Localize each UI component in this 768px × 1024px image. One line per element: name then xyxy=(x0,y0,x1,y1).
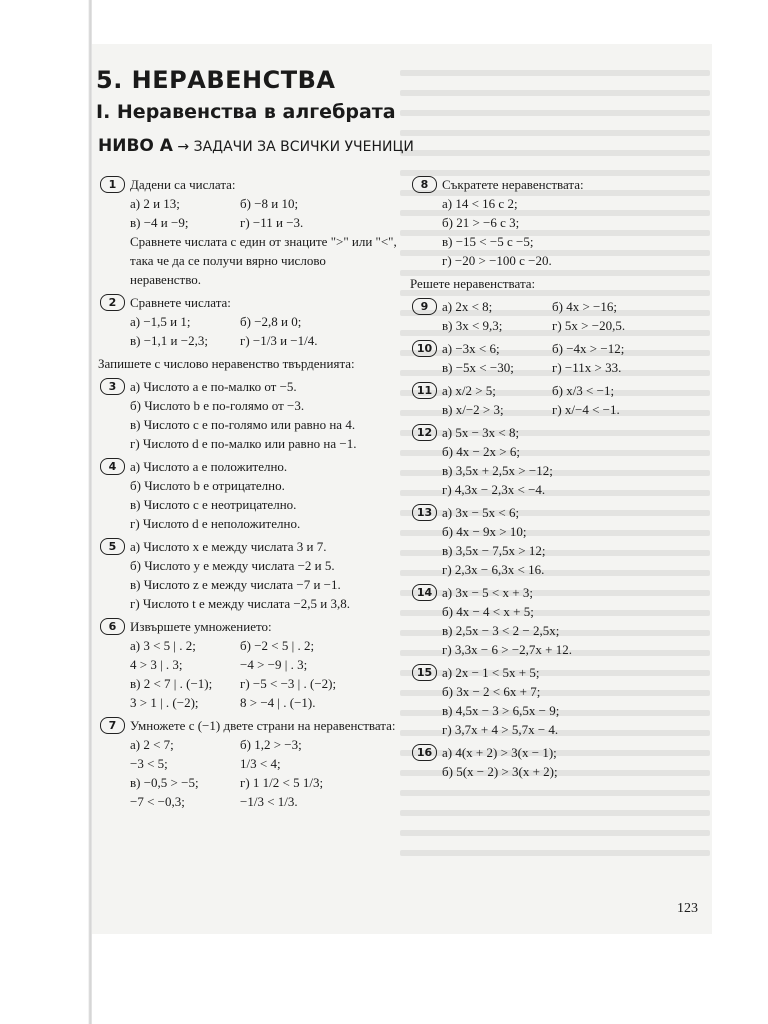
item-d: г) Числото d е неположително. xyxy=(130,516,301,531)
item-b-2: −4 > −9 | . 3; xyxy=(240,657,308,672)
item-c-2: 3 > 1 | . (−2); xyxy=(130,695,199,710)
exercise-intro: Сравнете числата: xyxy=(130,295,231,310)
item-b: б) −8 и 10; xyxy=(240,196,299,211)
statement-heading: Решете неравенствата: xyxy=(410,276,536,291)
item-a: а) 14 < 16 с 2; xyxy=(442,196,518,211)
exercise-number: 8 xyxy=(412,176,437,193)
right-column xyxy=(410,175,710,785)
exercise-16 xyxy=(410,743,710,781)
item-d: г) −20 > −100 с −20. xyxy=(442,253,552,268)
item-c: в) 3,5x − 7,5x > 12; xyxy=(442,543,546,558)
item-c: в) 4,5x − 3 > 6,5x − 9; xyxy=(442,703,560,718)
exercise-3 xyxy=(98,377,398,453)
item-d: г) −5 < −3 | . (−2); xyxy=(240,676,337,691)
exercise-intro: Извършете умножението: xyxy=(130,619,272,634)
item-b: б) Числото b е отрицателно. xyxy=(130,478,285,493)
item-c: в) x/−2 > 3; xyxy=(442,402,504,417)
item-d: г) −11x > 33. xyxy=(552,360,622,375)
item-b: б) 4x − 2x > 6; xyxy=(442,444,520,459)
item-d: г) Числото d е по-малко или равно на −1. xyxy=(130,436,357,451)
item-b: б) 21 > −6 с 3; xyxy=(442,215,520,230)
exercise-number: 7 xyxy=(100,717,125,734)
item-a: а) x/2 > 5; xyxy=(442,383,496,398)
exercise-number: 11 xyxy=(412,382,437,399)
item-b: б) 4x − 9x > 10; xyxy=(442,524,527,539)
page-number: 123 xyxy=(677,901,698,916)
item-d: г) Числото t е между числата −2,5 и 3,8. xyxy=(130,596,350,611)
section-title: I. Неравенства в алгебрата xyxy=(96,101,396,123)
item-c: в) Числото z е между числата −7 и −1. xyxy=(130,577,341,592)
exercise-11 xyxy=(410,381,710,419)
item-d: г) x/−4 < −1. xyxy=(552,402,620,417)
item-d: г) 3,3x − 6 > −2,7x + 12. xyxy=(442,642,572,657)
item-b: б) Числото y е между числата −2 и 5. xyxy=(130,558,335,573)
level-label: НИВО А xyxy=(98,136,173,156)
item-d-2: 8 > −4 | . (−1). xyxy=(240,695,316,710)
item-a: а) −3x < 6; xyxy=(442,341,500,356)
item-a-2: −3 < 5; xyxy=(130,756,168,771)
exercise-1 xyxy=(98,175,398,289)
item-c: в) 2,5x − 3 < 2 − 2,5x; xyxy=(442,623,560,638)
exercise-number: 2 xyxy=(100,294,125,311)
item-a: а) 3x − 5x < 6; xyxy=(442,505,520,520)
scan-edge xyxy=(0,0,92,1024)
item-b: б) −2,8 и 0; xyxy=(240,314,302,329)
exercise-13 xyxy=(410,503,710,579)
exercise-number: 12 xyxy=(412,424,437,441)
item-b: б) 4x − 4 < x + 5; xyxy=(442,604,534,619)
exercise-2 xyxy=(98,293,398,350)
item-d: г) 3,7x + 4 > 5,7x − 4. xyxy=(442,722,559,737)
item-b: б) 4x > −16; xyxy=(552,299,617,314)
exercise-intro: Дадени са числата: xyxy=(130,177,236,192)
exercise-7 xyxy=(98,716,398,811)
exercise-15 xyxy=(410,663,710,739)
exercise-intro: Съкратете неравенствата: xyxy=(442,177,584,192)
item-c: в) −4 и −9; xyxy=(130,215,189,230)
exercise-number: 3 xyxy=(100,378,125,395)
exercise-8 xyxy=(410,175,710,270)
item-a: а) 2x < 8; xyxy=(442,299,493,314)
item-c: в) 2 < 7 | . (−1); xyxy=(130,676,213,691)
item-a: а) Числото a е положително. xyxy=(130,459,288,474)
left-column xyxy=(98,175,398,815)
item-a: а) Числото a е по-малко от −5. xyxy=(130,379,297,394)
exercise-number: 5 xyxy=(100,538,125,555)
statement-heading: Запишете с числово неравенство твърденията: xyxy=(98,356,355,371)
exercise-number: 16 xyxy=(412,744,437,761)
exercise-14 xyxy=(410,583,710,659)
item-d-2: −1/3 < 1/3. xyxy=(240,794,298,809)
exercise-6 xyxy=(98,617,398,712)
item-d: г) 2,3x − 6,3x < 16. xyxy=(442,562,545,577)
exercise-intro: Умножете с (−1) двете страни на неравенствата: xyxy=(130,718,396,733)
item-c: в) −1,1 и −2,3; xyxy=(130,333,208,348)
item-b: б) x/3 < −1; xyxy=(552,383,615,398)
item-b: б) 5(x − 2) > 3(x + 2); xyxy=(442,764,558,779)
exercise-12 xyxy=(410,423,710,499)
item-b: б) −4x > −12; xyxy=(552,341,625,356)
item-b: б) 3x − 2 < 6x + 7; xyxy=(442,684,541,699)
item-d: г) 1 1/2 < 5 1/3; xyxy=(240,775,324,790)
item-c: в) −15 < −5 с −5; xyxy=(442,234,534,249)
exercise-number: 10 xyxy=(412,340,437,357)
exercise-number: 9 xyxy=(412,298,437,315)
exercise-number: 13 xyxy=(412,504,437,521)
item-c: в) −5x < −30; xyxy=(442,360,514,375)
item-a: а) 5x − 3x < 8; xyxy=(442,425,520,440)
item-c: в) Числото c е по-голямо или равно на 4. xyxy=(130,417,356,432)
exercise-number: 4 xyxy=(100,458,125,475)
exercise-9 xyxy=(410,297,710,335)
item-c: в) 3x < 9,3; xyxy=(442,318,503,333)
exercise-10 xyxy=(410,339,710,377)
exercise-4 xyxy=(98,457,398,533)
item-b: б) Числото b е по-голямо от −3. xyxy=(130,398,305,413)
item-a: а) Числото x е между числата 3 и 7. xyxy=(130,539,327,554)
exercise-number: 6 xyxy=(100,618,125,635)
item-c: в) 3,5x + 2,5x > −12; xyxy=(442,463,553,478)
item-a: а) 2x − 1 < 5x + 5; xyxy=(442,665,540,680)
item-c-2: −7 < −0,3; xyxy=(130,794,185,809)
item-a: а) 4(x + 2) > 3(x − 1); xyxy=(442,745,557,760)
item-a: а) 2 и 13; xyxy=(130,196,180,211)
item-a: а) 3 < 5 | . 2; xyxy=(130,638,196,653)
item-d: г) −11 и −3. xyxy=(240,215,304,230)
chapter-title: 5. НЕРАВЕНСТВА xyxy=(96,66,336,94)
exercise-number: 1 xyxy=(100,176,125,193)
item-c: в) Числото c е неотрицателно. xyxy=(130,497,297,512)
item-b: б) −2 < 5 | . 2; xyxy=(240,638,315,653)
level-subtitle: ЗАДАЧИ ЗА ВСИЧКИ УЧЕНИЦИ xyxy=(193,139,414,155)
item-d: г) −1/3 и −1/4. xyxy=(240,333,318,348)
exercise-number: 15 xyxy=(412,664,437,681)
exercise-5 xyxy=(98,537,398,613)
exercise-number: 14 xyxy=(412,584,437,601)
arrow-icon: → xyxy=(177,139,190,155)
item-c: в) −0,5 > −5; xyxy=(130,775,199,790)
item-a-2: 4 > 3 | . 3; xyxy=(130,657,183,672)
item-b: б) 1,2 > −3; xyxy=(240,737,302,752)
item-b-2: 1/3 < 4; xyxy=(240,756,281,771)
item-a: а) −1,5 и 1; xyxy=(130,314,191,329)
item-d: г) 4,3x − 2,3x < −4. xyxy=(442,482,546,497)
level-heading xyxy=(98,136,414,156)
exercise-text: Сравнете числата с един от знаците ">" или "<", така че да се получи вярно числово неравенство. xyxy=(130,234,397,287)
item-d: г) 5x > −20,5. xyxy=(552,318,626,333)
item-a: а) 3x − 5 < x + 3; xyxy=(442,585,533,600)
item-a: а) 2 < 7; xyxy=(130,737,174,752)
